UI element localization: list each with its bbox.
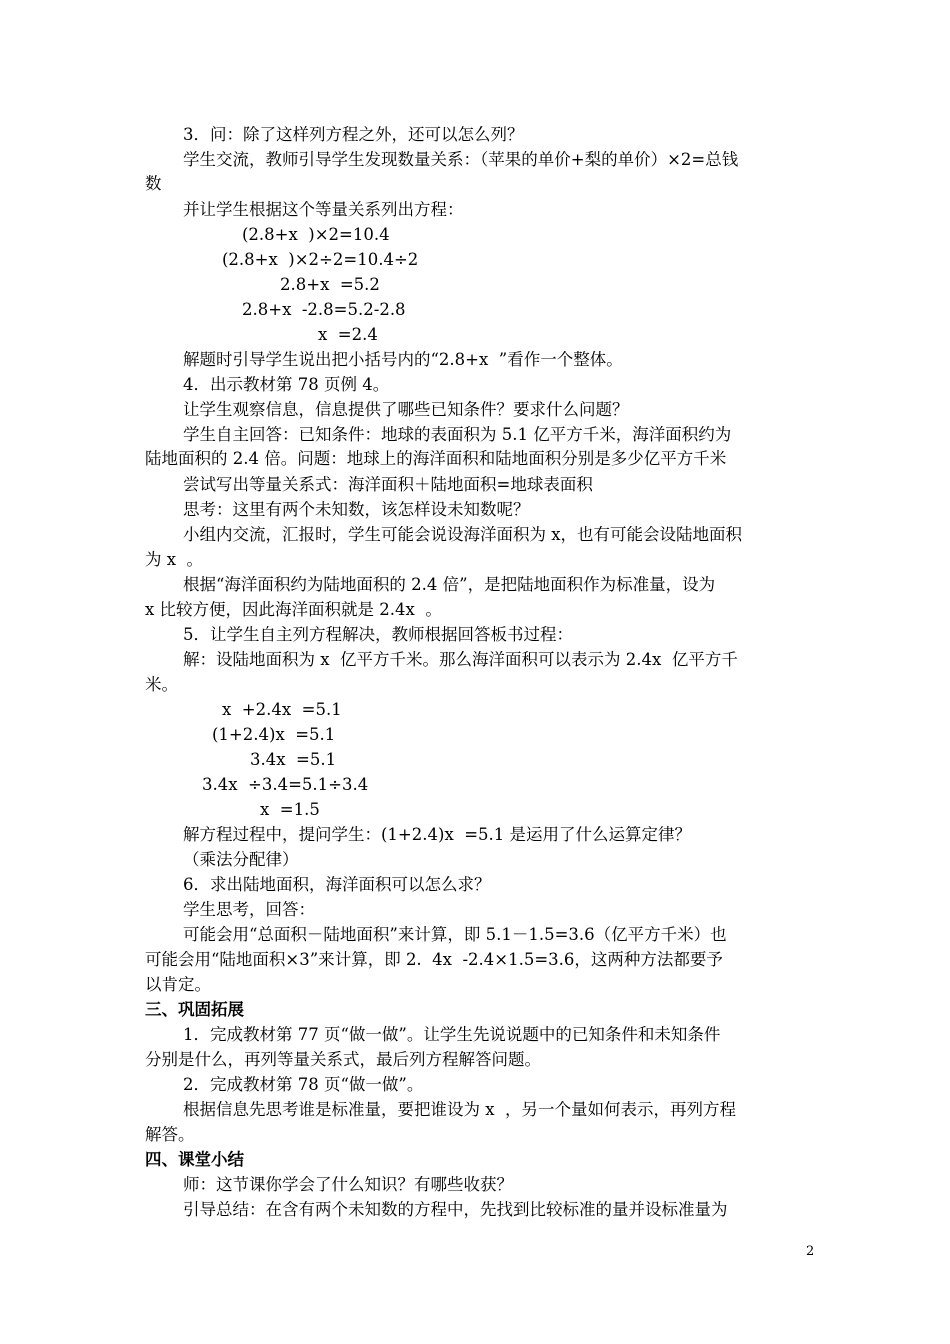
text-line: 数 [145,174,162,193]
text-line: （乘法分配律） [183,850,299,869]
text-line: 为 x 。 [145,550,204,569]
text-line: 根据“海洋面积约为陆地面积的 2.4 倍”，是把陆地面积作为标准量，设为 [183,575,716,594]
text-line: 陆地面积的 2.4 倍。问题：地球上的海洋面积和陆地面积分别是多少亿平方千米 [145,449,727,468]
text-line: 2．完成教材第 78 页“做一做”。 [183,1075,424,1094]
equation-line: 3.4x =5.1 [250,750,337,769]
text-line: 可能会用“陆地面积×3”来计算，即 2. 4x -2.4×1.5=3.6，这两种方法都要予 [145,950,723,969]
text-line: 师：这节课你学会了什么知识？有哪些收获？ [183,1175,513,1194]
text-line: 小组内交流，汇报时，学生可能会说设海洋面积为 x，也有可能会设陆地面积 [183,525,743,544]
text-line: 解题时引导学生说出把小括号内的“2.8+x ”看作一个整体。 [183,350,623,369]
text-line: 6．求出陆地面积，海洋面积可以怎么求？ [183,875,491,894]
equation-line: x +2.4x =5.1 [222,700,342,719]
text-line: 1．完成教材第 77 页“做一做”。让学生先说说题中的已知条件和未知条件 [183,1025,721,1044]
text-line: 4．出示教材第 78 页例 4。 [183,375,390,394]
section-heading: 四、课堂小结 [145,1150,244,1169]
text-line: 3．问：除了这样列方程之外，还可以怎么列？ [183,125,524,144]
text-line: 思考：这里有两个未知数，该怎样设未知数呢？ [183,500,530,519]
text-line: 以肯定。 [145,975,211,994]
equation-line: x =2.4 [318,325,378,344]
equation-line: (2.8+x )×2÷2=10.4÷2 [222,250,419,269]
text-line: 米。 [145,675,178,694]
text-line: 可能会用“总面积－陆地面积”来计算，即 5.1－1.5=3.6（亿平方千米）也 [183,925,727,944]
text-line: 学生交流，教师引导学生发现数量关系：（苹果的单价+梨的单价）×2=总钱 [183,150,739,169]
text-line: 分别是什么，再列等量关系式，最后列方程解答问题。 [145,1050,541,1069]
equation-line: 2.8+x =5.2 [280,275,380,294]
text-line: 尝试写出等量关系式：海洋面积＋陆地面积=地球表面积 [183,475,593,494]
section-heading: 三、巩固拓展 [145,1000,244,1019]
text-line: 解：设陆地面积为 x 亿平方千米。那么海洋面积可以表示为 2.4x 亿平方千 [183,650,738,669]
text-line: 并让学生根据这个等量关系列出方程： [183,200,464,219]
equation-line: 2.8+x -2.8=5.2-2.8 [242,300,406,319]
equation-line: (1+2.4)x =5.1 [212,725,336,744]
text-line: 让学生观察信息，信息提供了哪些已知条件？要求什么问题？ [183,400,629,419]
text-line: x 比较方便，因此海洋面积就是 2.4x 。 [145,600,442,619]
text-line: 学生自主回答：已知条件：地球的表面积为 5.1 亿平方千米，海洋面积约为 [183,425,732,444]
text-line: 学生思考，回答： [183,900,315,919]
text-line: 解答。 [145,1125,195,1144]
equation-line: x =1.5 [260,800,320,819]
page-number: 2 [806,1244,815,1259]
text-line: 引导总结：在含有两个未知数的方程中，先找到比较标准的量并设标准量为 [183,1200,728,1219]
equation-line: 3.4x ÷3.4=5.1÷3.4 [202,775,369,794]
text-line: 解方程过程中，提问学生：(1+2.4)x =5.1 是运用了什么运算定律？ [183,825,692,844]
equation-line: (2.8+x )×2=10.4 [242,225,390,244]
text-line: 根据信息先思考谁是标准量，要把谁设为 x ，另一个量如何表示，再列方程 [183,1100,737,1119]
text-line: 5．让学生自主列方程解决，教师根据回答板书过程： [183,625,573,644]
